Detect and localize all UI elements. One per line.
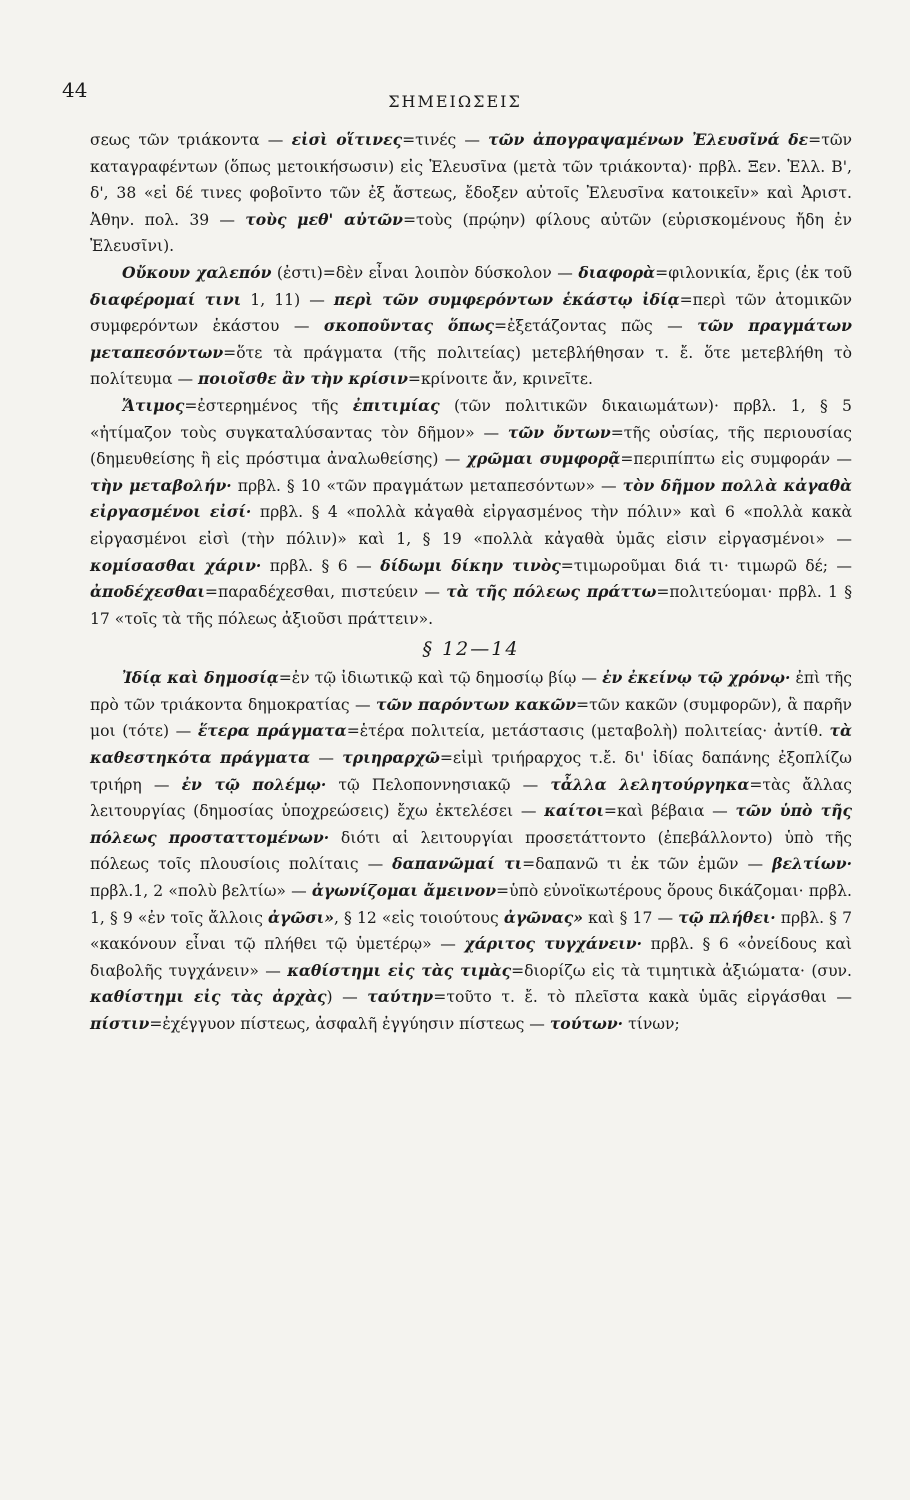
- gloss-text: πρβλ. § 6 «ὀνείδους καὶ διαβολῆς τυγχάνειν» —: [90, 935, 852, 980]
- gloss-text: =εἰμὶ τριήραρχος τ.ἔ. δι' ἰδίας δαπάνης ἐξοπλίζω τριήρη —: [90, 749, 852, 794]
- gloss-text: σεως τῶν τριάκοντα —: [90, 131, 292, 149]
- gloss-text: =ἐν τῷ ἰδιωτικῷ καὶ τῷ δημοσίῳ βίῳ —: [278, 669, 603, 688]
- commentary-paragraph: [90, 665, 852, 1037]
- gloss-text: πρβλ.1, 2 «πολὺ βελτίω» —: [90, 882, 312, 901]
- gloss-text: , § 12 «εἰς τοιούτους: [333, 908, 504, 927]
- gloss-text: =τὰς ἄλλας λειτουργίας (δημοσίας ὑποχρεώσεις) ἔχω ἐκτελέσει —: [90, 775, 852, 821]
- lemma: χρῶμαι συμφορᾷ: [466, 449, 621, 469]
- section-heading: § 12—14: [422, 638, 520, 661]
- gloss-text: =τῶν καταγραφέντων (ὅπως μετοικήσωσιν) εἰς Ἐλευσῖνα (μετὰ τῶν τριάκοντα)· πρβλ. Ξεν. Ἑλλ. Β', δ', 38 «εἰ δέ τινες φοβοῖντο τῶν ἐξ ἄστεως, ἔδοξεν αὐτοῖς Ἐλευσῖνα κατοικεῖν» καὶ Ἀριστ. Ἀθην. πολ. 39 —: [90, 131, 853, 229]
- gloss-text: =τῆς οὐσίας, τῆς περιουσίας (δημευθείσης ἢ εἰς πρόστιμα ἀναλωθείσης) —: [90, 423, 852, 469]
- lemma: δίδωμι δίκην τινὸς: [380, 555, 561, 575]
- commentary-paragraph: [90, 127, 852, 260]
- gloss-text: =φιλονικία, ἔρις (ἐκ τοῦ: [655, 263, 852, 282]
- gloss-text: =τῶν κακῶν (συμφορῶν), ἃ παρῆν μοι (τότε) —: [90, 695, 852, 741]
- lemma: ταύτην: [367, 987, 434, 1007]
- lemma: καθίστημι εἰς τὰς τιμὰς: [287, 960, 512, 980]
- lemma: ἀγῶνας»: [503, 907, 584, 927]
- gloss-text: τίνων;: [623, 1015, 680, 1033]
- gloss-text: =καὶ βέβαια —: [603, 802, 736, 821]
- lemma: τῶν πραγμάτων μεταπεσόντων: [90, 316, 852, 362]
- gloss-text: =κρίνοιτε ἄν, κρινεῖτε.: [407, 370, 593, 389]
- page-number: 44: [62, 78, 88, 102]
- lemma: σκοποῦντας ὅπως: [323, 316, 495, 336]
- gloss-text: =τιμωροῦμαι διά τι· τιμωρῶ δέ; —: [560, 556, 852, 575]
- gloss-text: ἐπὶ τῆς πρὸ τῶν τριάκοντα δημοκρατίας —: [90, 669, 852, 714]
- lemma: ἀγῶσι»: [268, 907, 334, 927]
- lemma: τῶν ἀπογραψαμένων Ἐλευσῖνά δε: [488, 130, 809, 149]
- gloss-text: =τοὺς (πρῴην) φίλους αὐτῶν (εὑρισκομένους ἤδη ἐν Ἐλευσῖνι).: [90, 210, 852, 256]
- notes-group-b: [90, 665, 852, 1037]
- lemma: ἐπιτιμίας: [352, 395, 440, 415]
- gloss-text: πρβλ. § 10 «τῶν πραγμάτων μεταπεσόντων» —: [231, 476, 623, 495]
- lemma: εἰσὶ οἵτινες: [291, 130, 403, 149]
- commentary-paragraph: [90, 260, 852, 393]
- lemma: ἀποδέχεσθαι: [90, 582, 205, 602]
- gloss-text: =τοῦτο τ. ἔ. τὸ πλεῖστα κακὰ ὑμᾶς εἰργάσθαι —: [433, 988, 852, 1007]
- gloss-text: =πολιτεύομαι· πρβλ. 1 § 17 «τοῖς τὰ τῆς πόλεως ἀξιοῦσι πράττειν».: [90, 583, 852, 628]
- lemma: βελτίων·: [772, 854, 853, 874]
- lemma: τριηραρχῶ: [342, 748, 440, 768]
- lemma: διαφορὰ: [578, 262, 656, 282]
- lemma: τῶν ὑπὸ τῆς πόλεως προσταττομένων·: [90, 801, 852, 847]
- lemma: πίστιν: [90, 1014, 150, 1033]
- commentary-body: [90, 127, 852, 1038]
- commentary-paragraph: [90, 393, 852, 632]
- gloss-text: πρβλ. § 4 «πολλὰ κἀγαθὰ εἰργασμένος τὴν πόλιν» καὶ 6 «πολλὰ κακὰ εἰργασμένοι εἰσὶ (τὴν πόλιν)» καὶ 1, § 19 «πολλὰ κἀγαθὰ ὑμᾶς εἰσιν εἰργασμένοι» —: [90, 503, 852, 548]
- gloss-text: =ἐχέγγυον πίστεως, ἀσφαλῆ ἐγγύησιν πίστεως —: [149, 1015, 550, 1033]
- gloss-text: =δαπανῶ τι ἐκ τῶν ἐμῶν —: [522, 855, 773, 874]
- lemma: διαφέρομαί τινι: [90, 289, 242, 309]
- gloss-text: =ὅτε τὰ πράγματα (τῆς πολιτείας) μετεβλήθησαν τ. ἔ. ὅτε μετεβλήθη τὸ πολίτευμα —: [90, 343, 852, 389]
- running-head: ΣΗΜΕΙΩΣΕΙΣ: [388, 92, 522, 111]
- notes-group-a: [90, 127, 852, 632]
- gloss-text: =διορίζω εἰς τὰ τιμητικὰ ἀξιώματα· (συν.: [511, 961, 852, 980]
- gloss-text: =παραδέχεσθαι, πιστεύειν —: [204, 583, 447, 602]
- lemma: ἀγωνίζομαι ἄμεινον: [311, 881, 497, 901]
- lemma: τὰ τῆς πόλεως πράττω: [446, 582, 657, 602]
- lemma: τῶν ὄντων: [507, 422, 611, 442]
- gloss-text: πρβλ. § 7 «κακόνουν εἶναι τῷ πλήθει τῷ ὑμετέρῳ» —: [90, 908, 852, 954]
- lemma: Οὔκουν χαλεπόν: [122, 262, 272, 282]
- lemma: τοὺς μεθ' αὐτῶν: [245, 209, 403, 229]
- lemma: Ἰδίᾳ καὶ δημοσίᾳ: [122, 668, 279, 688]
- gloss-text: =ὑπὸ εὐνοϊκωτέρους ὅρους δικάζομαι· πρβλ. 1, § 9 «ἐν τοῖς ἄλλοις: [90, 882, 852, 927]
- lemma: τὰ καθεστηκότα πράγματα: [90, 721, 852, 768]
- gloss-text: =ἑτέρα πολιτεία, μετάστασις (μεταβολὴ) πολιτείας· ἀντίθ.: [346, 722, 830, 741]
- gloss-text: (τῶν πολιτικῶν δικαιωμάτων)· πρβλ. 1, § 5 «ἠτίμαζον τοὺς συγκαταλύσαντας τὸν δῆμον» —: [90, 396, 852, 442]
- gloss-text: =περὶ τῶν ἀτομικῶν συμφερόντων ἑκάστου —: [90, 290, 852, 336]
- gloss-text: διότι αἱ λειτουργίαι προσετάττοντο (ἐπεβάλλοντο) ὑπὸ τῆς πόλεως τοῖς πλουσίοις πολίταις —: [90, 828, 852, 874]
- lemma: ἐν τῷ πολέμῳ·: [181, 774, 327, 794]
- lemma: δαπανῶμαί τι: [392, 854, 523, 874]
- lemma: ποιοῖσθε ἂν τὴν κρίσιν: [198, 369, 408, 389]
- gloss-text: ) —: [326, 988, 368, 1007]
- gloss-text: πρβλ. § 6 —: [261, 556, 381, 575]
- lemma: τὸν δῆμον πολλὰ κἀγαθὰ εἰργασμένοι εἰσί·: [90, 475, 853, 522]
- lemma: τῶν παρόντων κακῶν: [375, 694, 577, 714]
- gloss-text: (ἐστι)=δὲν εἶναι λοιπὸν δύσκολον —: [271, 263, 579, 282]
- gloss-text: τῷ Πελοποννησιακῷ —: [326, 775, 551, 794]
- lemma: τὴν μεταβολήν·: [90, 475, 232, 495]
- lemma: τούτων·: [549, 1014, 624, 1033]
- lemma: κομίσασθαι χάριν·: [90, 555, 262, 575]
- gloss-text: =ἐστερημένος τῆς: [184, 396, 353, 415]
- gloss-text: καὶ § 17 —: [583, 908, 679, 927]
- lemma: χάριτος τυγχάνειν·: [464, 934, 643, 954]
- lemma: ἕτερα πράγματα: [197, 721, 347, 741]
- lemma: ἐν ἐκείνῳ τῷ χρόνῳ·: [602, 668, 791, 688]
- lemma: τῷ πλήθει·: [678, 907, 776, 927]
- gloss-text: =τινές —: [402, 131, 489, 149]
- gloss-text: =περιπίπτω εἰς συμφοράν —: [620, 450, 852, 469]
- lemma: περὶ τῶν συμφερόντων ἑκάστῳ ἰδίᾳ: [333, 289, 680, 309]
- lemma: καθίστημι εἰς τὰς ἀρχὰς: [90, 987, 327, 1007]
- lemma: Ἄτιμος: [122, 395, 185, 415]
- lemma: καίτοι: [544, 801, 604, 821]
- lemma: τἆλλα λελητούργηκα: [550, 774, 750, 794]
- gloss-text: —: [310, 749, 343, 768]
- gloss-text: =ἐξετάζοντας πῶς —: [494, 317, 698, 336]
- gloss-text: 1, 11) —: [241, 290, 334, 309]
